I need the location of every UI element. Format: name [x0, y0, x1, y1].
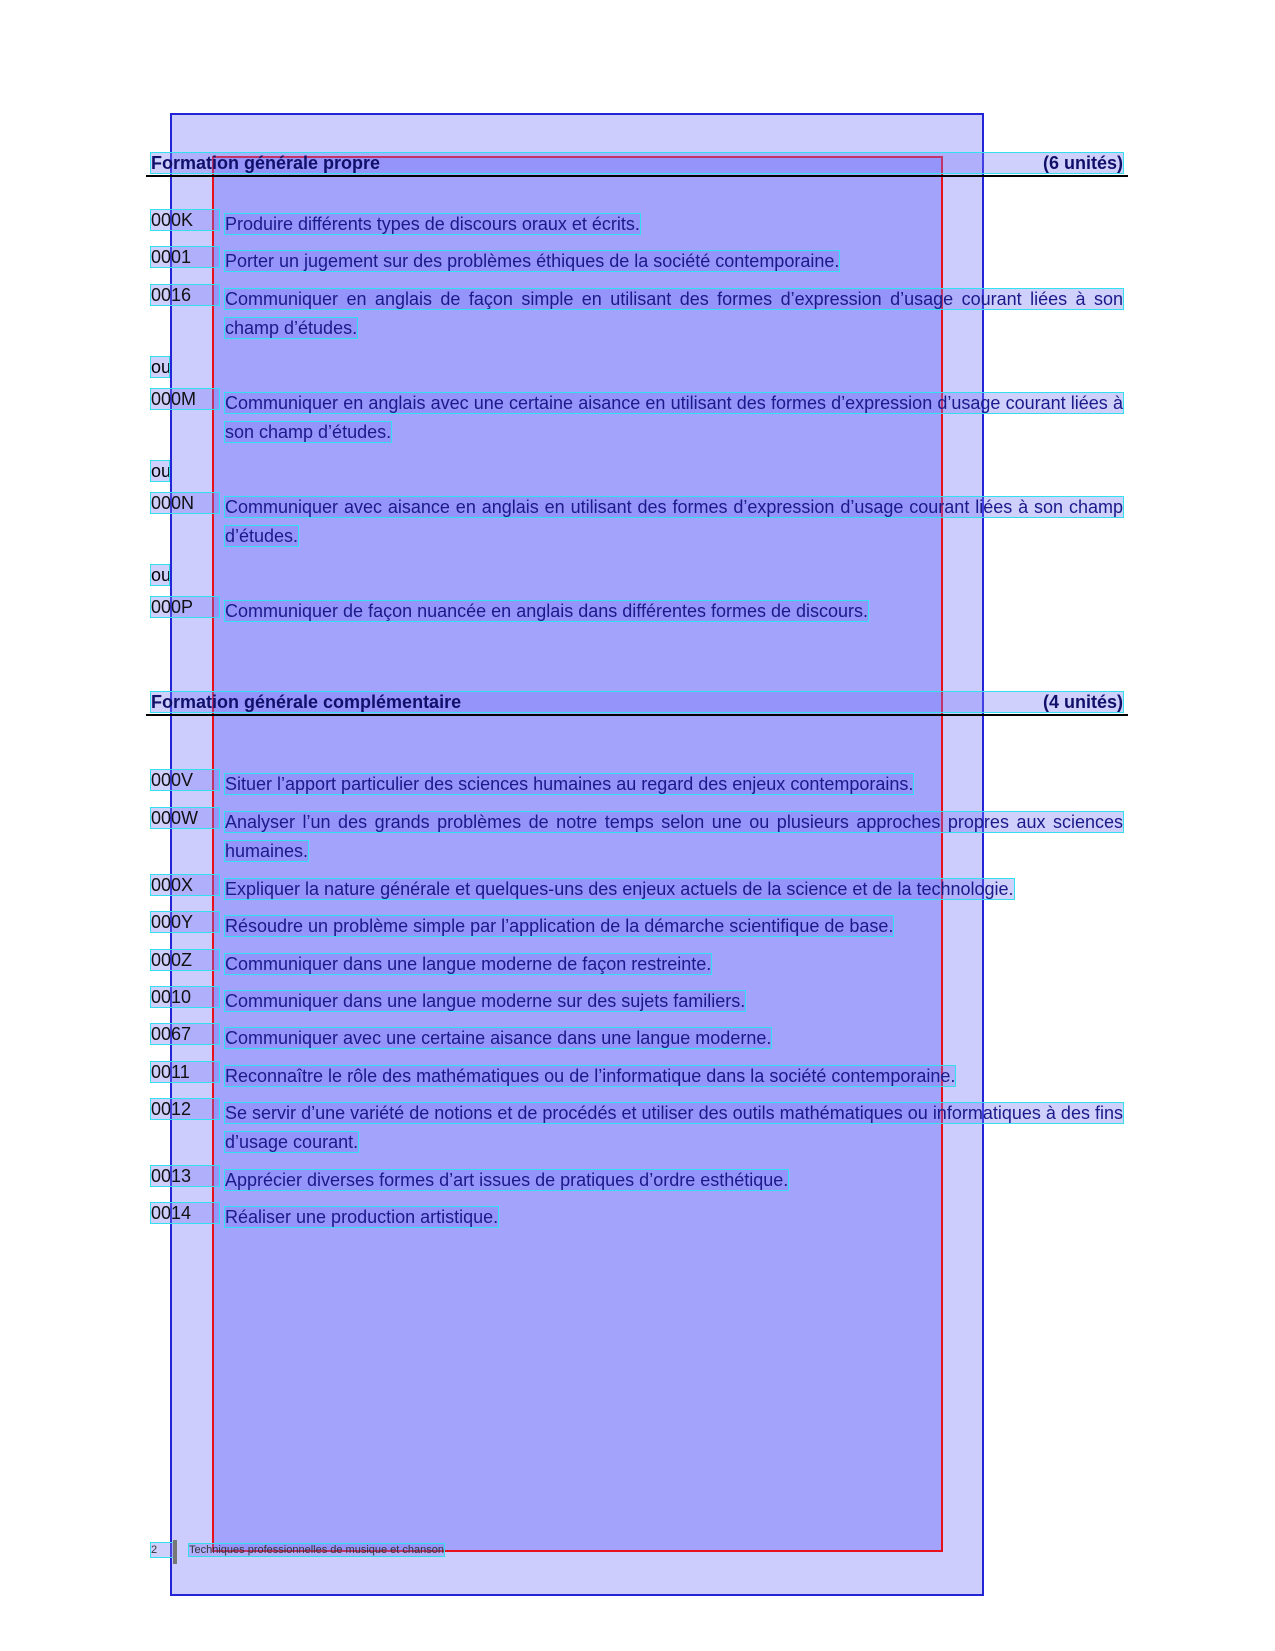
section-rule [146, 714, 1128, 716]
section-rule [146, 175, 1128, 177]
competency-text: Communiquer en anglais avec une certaine aisance en utilisant des formes d’expression d’usage courant liées à son champ d’études. [225, 393, 1123, 442]
page-footer [151, 1538, 444, 1556]
competency-text: Réaliser une production artistique. [225, 1207, 499, 1227]
competency-code: 0012 [151, 1099, 219, 1119]
competency-text: Porter un jugement sur des problèmes éthiques de la société contemporaine. [225, 251, 840, 271]
separator-ou: ou [151, 461, 172, 481]
competency-text: Se servir d’une variété de notions et de procédés et utiliser des outils mathématiques ou informatiques à des fins d’usage courant. [225, 1103, 1123, 1152]
footer-title: Techniques professionnelles de musique et chanson [189, 1543, 444, 1556]
competency-text: Communiquer en anglais de façon simple en utilisant des formes d’expression d’usage courant liées à son champ d’études. [225, 289, 1123, 338]
competency-text: Communiquer dans une langue moderne sur des sujets familiers. [225, 991, 746, 1011]
page-number: 2 [151, 1543, 173, 1557]
competency-code: 0067 [151, 1024, 219, 1044]
section-units: (4 unités) [1042, 692, 1123, 712]
competency-code: 000W [151, 808, 219, 828]
competency-code: 000X [151, 875, 219, 895]
competency-code: 000N [151, 493, 219, 513]
competency-code: 0011 [151, 1062, 219, 1082]
section-heading-complementaire [151, 692, 1123, 712]
competency-text: Communiquer dans une langue moderne de façon restreinte. [225, 954, 712, 974]
competency-text: Expliquer la nature générale et quelques-uns des enjeux actuels de la science et de la technologie. [225, 879, 1014, 899]
competency-text: Communiquer avec une certaine aisance dans une langue moderne. [225, 1028, 772, 1048]
competency-code: 000V [151, 770, 219, 790]
section-title: Formation générale complémentaire [151, 692, 462, 712]
competency-text: Apprécier diverses formes d’art issues de pratiques d’ordre esthétique. [225, 1170, 789, 1190]
separator-ou: ou [151, 565, 172, 585]
competency-text: Communiquer avec aisance en anglais en utilisant des formes d’expression d’usage courant liées à son champ d’études. [225, 497, 1123, 546]
competency-text: Communiquer de façon nuancée en anglais dans différentes formes de discours. [225, 601, 869, 621]
competency-text: Résoudre un problème simple par l’application de la démarche scientifique de base. [225, 916, 894, 936]
competency-code: 0001 [151, 247, 219, 267]
competency-code: 0010 [151, 987, 219, 1007]
competency-code: 000K [151, 210, 219, 230]
competency-code: 0016 [151, 285, 219, 305]
separator-ou: ou [151, 357, 172, 377]
competency-code: 0014 [151, 1203, 219, 1223]
competency-code: 000M [151, 389, 219, 409]
competency-text: Reconnaître le rôle des mathématiques ou de l’informatique dans la société contemporaine. [225, 1066, 956, 1086]
competency-text: Produire différents types de discours oraux et écrits. [225, 214, 640, 234]
competency-code: 0013 [151, 1166, 219, 1186]
competency-text: Situer l’apport particulier des sciences humaines au regard des enjeux contemporains. [225, 774, 914, 794]
section-heading-propre [151, 153, 1123, 173]
competency-code: 000Y [151, 912, 219, 932]
competency-code: 000Z [151, 950, 219, 970]
footer-bar-mark [173, 1540, 177, 1564]
competency-code: 000P [151, 597, 219, 617]
section-units: (6 unités) [1042, 153, 1123, 173]
section-title: Formation générale propre [151, 153, 381, 173]
competency-text: Analyser l’un des grands problèmes de notre temps selon une ou plusieurs approches propres aux sciences humaines. [225, 812, 1123, 861]
